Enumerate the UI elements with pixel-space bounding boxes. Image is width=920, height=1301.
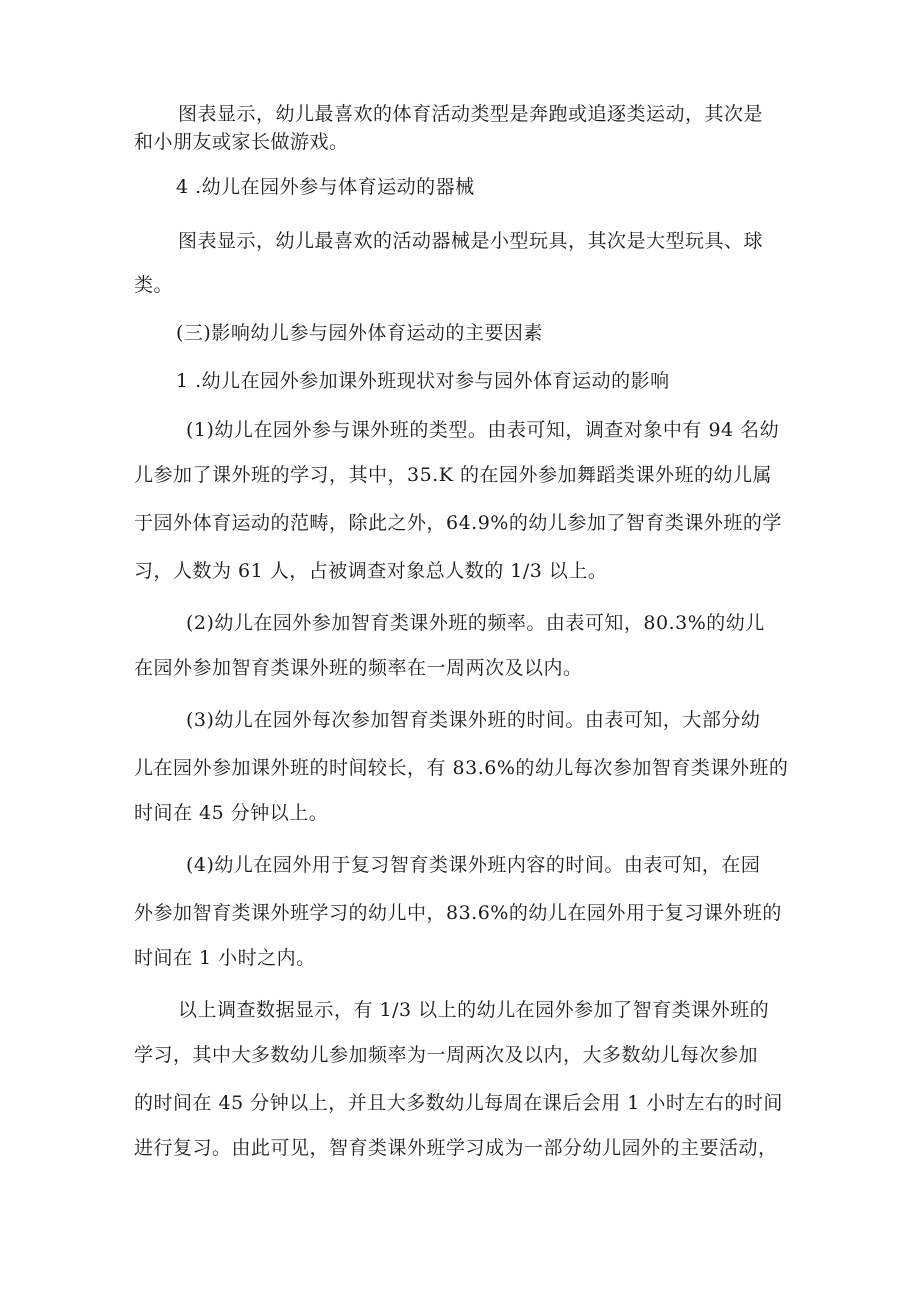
text-line: (1)幼儿在园外参与课外班的类型。由表可知，调查对象中有 94 名幼 [186,419,780,441]
text-line: 外参加智育类课外班学习的幼儿中，83.6%的幼儿在园外用于复习课外班的 [134,902,782,924]
text-line: 在园外参加智育类课外班的频率在一周两次及以内。 [134,657,583,679]
text-line: 学习，其中大多数幼儿参加频率为一周两次及以内，大多数幼儿每次参加 [134,1044,759,1066]
text-line: 类。 [134,274,174,296]
text-line: (2)幼儿在园外参加智育类课外班的频率。由表可知，80.3%的幼儿 [186,612,765,634]
text-line: 时间在 45 分钟以上。 [134,802,329,824]
text-line: (三)影响幼儿参与园外体育运动的主要因素 [176,322,543,344]
text-line: 于园外体育运动的范畴，除此之外，64.9%的幼儿参加了智育类课外班的学 [134,512,782,534]
text-line: 图表显示，幼儿最喜欢的活动器械是小型玩具，其次是大型玩具、球 [178,230,764,252]
text-line: 儿在园外参加课外班的时间较长，有 83.6%的幼儿每次参加智育类课外班的 [134,757,789,779]
text-line: (3)幼儿在园外每次参加智育类课外班的时间。由表可知，大部分幼 [186,709,761,731]
text-line: 1 .幼儿在园外参加课外班现状对参与园外体育运动的影响 [176,370,670,392]
text-line: 图表显示，幼儿最喜欢的体育活动类型是奔跑或追逐类运动，其次是 [178,103,764,125]
text-line: 习，人数为 61 人，占被调查对象总人数的 1/3 以上。 [134,560,608,582]
text-line: 时间在 1 小时之内。 [134,947,316,969]
text-line: 4 .幼儿在园外参与体育运动的器械 [176,176,475,198]
text-line: (4)幼儿在园外用于复习智育类课外班内容的时间。由表可知，在园 [186,854,761,876]
text-line: 儿参加了课外班的学习，其中，35.K 的在园外参加舞蹈类课外班的幼儿属 [134,464,772,486]
text-line: 和小朋友或家长做游戏。 [134,131,349,153]
text-line: 进行复习。由此可见，智育类课外班学习成为一部分幼儿园外的主要活动， [134,1137,778,1159]
text-line: 的时间在 45 分钟以上，并且大多数幼儿每周在课后会用 1 小时左右的时间 [134,1092,783,1114]
text-line: 以上调查数据显示，有 1/3 以上的幼儿在园外参加了智育类课外班的 [178,999,770,1021]
